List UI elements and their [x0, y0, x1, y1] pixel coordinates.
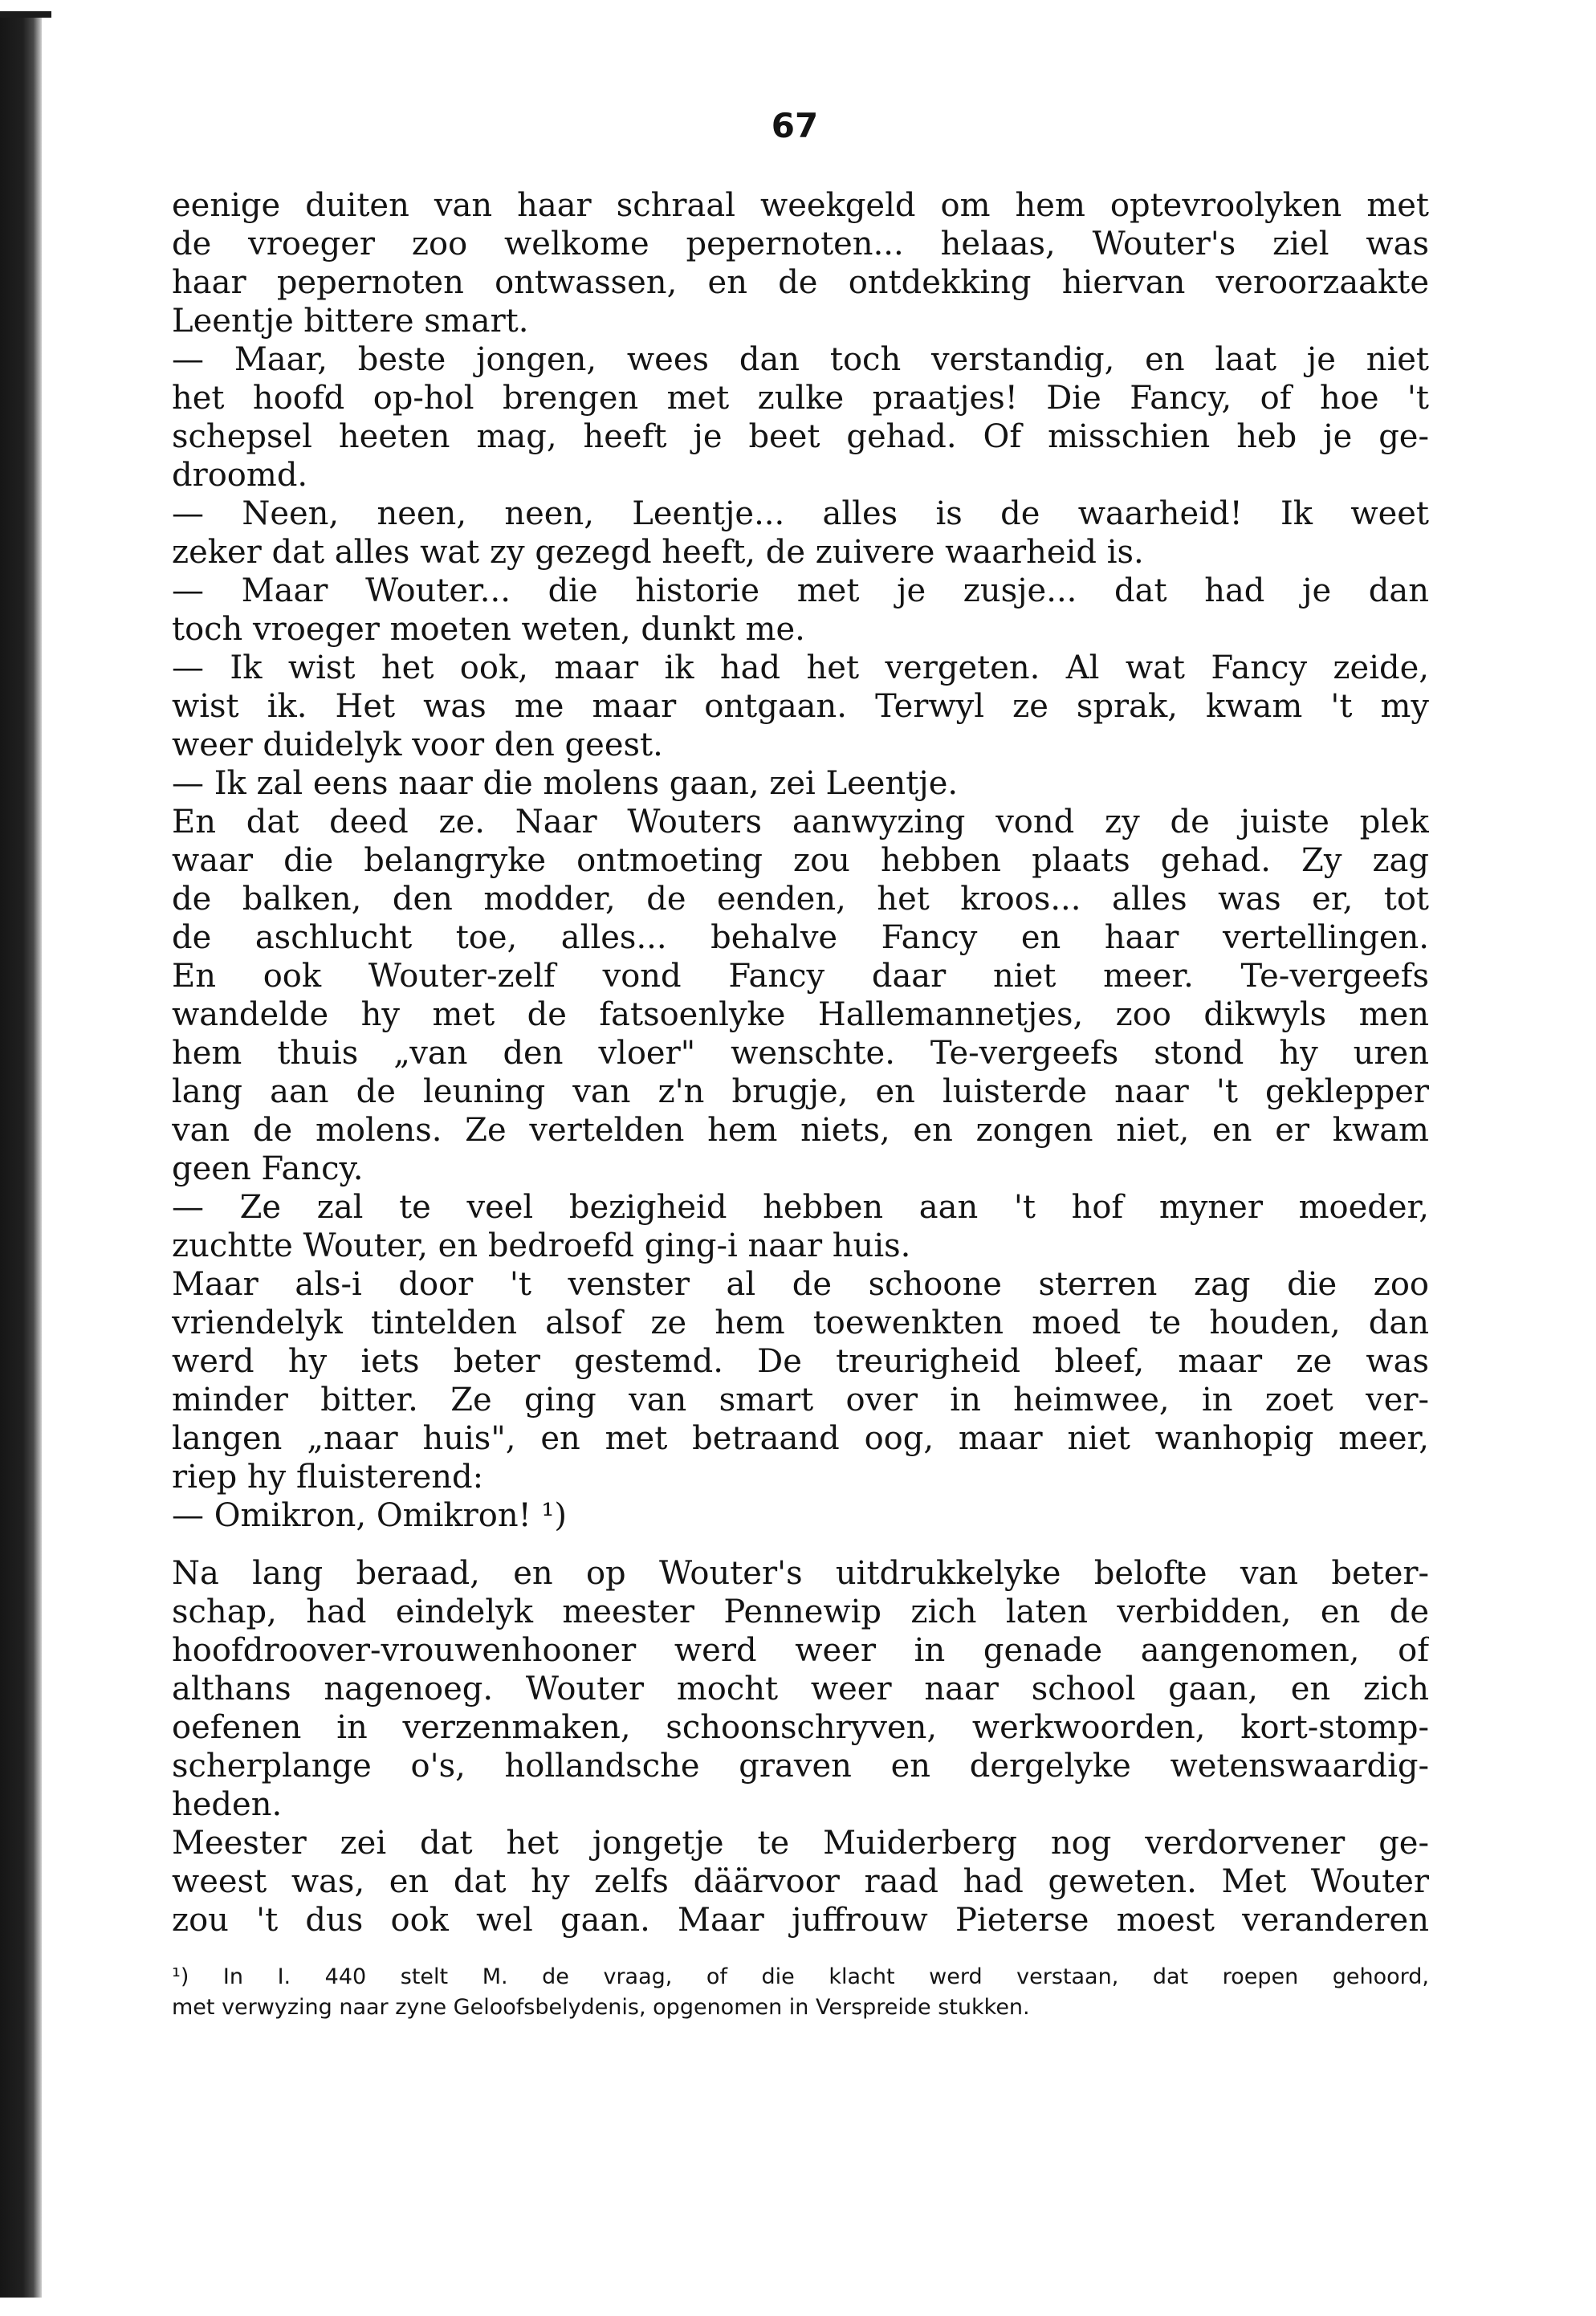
- text-line: En ook Wouter-zelf vond Fancy daar niet meer. Te-vergeefs: [172, 958, 1429, 995]
- text-line: Leentje bittere smart.: [172, 303, 529, 340]
- footnote-line: met verwyzing naar zyne Geloofsbelydenis, opgenomen in Verspreide stukken.: [172, 1995, 1030, 2020]
- text-line: — Maar, beste jongen, wees dan toch verstandig, en laat je niet: [172, 341, 1429, 378]
- text-line: wandelde hy met de fatsoenlyke Hallemannetjes, zoo dikwyls men: [172, 996, 1429, 1033]
- text-line: — Ik wist het ook, maar ik had het vergeten. Al wat Fancy zeide,: [172, 649, 1429, 686]
- text-line: riep hy fluisterend:: [172, 1459, 484, 1496]
- body-text: [172, 186, 1429, 1939]
- text-line: het hoofd op-hol brengen met zulke praatjes! Die Fancy, of hoe 't: [172, 380, 1429, 417]
- text-line: weest was, en dat hy zelfs däärvoor raad had geweten. Met Wouter: [172, 1863, 1429, 1900]
- text-line: droomd.: [172, 457, 308, 494]
- text-line: — Ze zal te veel bezigheid hebben aan 't hof myner moeder,: [172, 1189, 1429, 1226]
- text-line: van de molens. Ze vertelden hem niets, en zongen niet, en er kwam: [172, 1112, 1429, 1149]
- text-line: eenige duiten van haar schraal weekgeld om hem optevroolyken met: [172, 187, 1429, 224]
- book-spine-shadow: [0, 18, 42, 2298]
- text-line: de aschlucht toe, alles... behalve Fancy en haar vertellingen.: [172, 919, 1429, 956]
- text-line: schap, had eindelyk meester Pennewip zich laten verbidden, en de: [172, 1594, 1429, 1630]
- text-line: althans nagenoeg. Wouter mocht weer naar school gaan, en zich: [172, 1671, 1429, 1707]
- text-line: de vroeger zoo welkome pepernoten... helaas, Wouter's ziel was: [172, 226, 1429, 263]
- text-line: heden.: [172, 1786, 283, 1823]
- footnote: [172, 1962, 1429, 2023]
- text-line: geen Fancy.: [172, 1150, 364, 1187]
- text-line: weer duidelyk voor den geest.: [172, 727, 663, 763]
- text-line: Meester zei dat het jongetje te Muiderberg nog verdorvener ge-: [172, 1825, 1429, 1862]
- text-line: langen „naar huis", en met betraand oog, maar niet wanhopig meer,: [172, 1420, 1429, 1457]
- text-line: zou 't dus ook wel gaan. Maar juffrouw Pieterse moest veranderen: [172, 1902, 1429, 1939]
- text-line: hoofdroover-vrouwenhooner werd weer in genade aangenomen, of: [172, 1632, 1429, 1669]
- text-line: Na lang beraad, en op Wouter's uitdrukkelyke belofte van beter-: [172, 1555, 1429, 1592]
- text-line: minder bitter. Ze ging van smart over in heimwee, in zoet ver-: [172, 1382, 1429, 1418]
- text-line: hem thuis „van den vloer" wenschte. Te-vergeefs stond hy uren: [172, 1035, 1429, 1072]
- text-line: de balken, den modder, de eenden, het kroos... alles was er, tot: [172, 881, 1429, 918]
- text-line: scherplange o's, hollandsche graven en dergelyke wetenswaardig-: [172, 1748, 1429, 1785]
- book-spine-top-edge: [0, 11, 51, 18]
- text-line: vriendelyk tintelden alsof ze hem toewenkten moed te houden, dan: [172, 1305, 1429, 1341]
- text-line: haar pepernoten ontwassen, en de ontdekking hiervan veroorzaakte: [172, 264, 1429, 301]
- text-line: zuchtte Wouter, en bedroefd ging-i naar huis.: [172, 1227, 911, 1264]
- text-line: lang aan de leuning van z'n brugje, en luisterde naar 't geklepper: [172, 1073, 1429, 1110]
- text-line: wist ik. Het was me maar ontgaan. Terwyl ze sprak, kwam 't my: [172, 688, 1429, 725]
- text-line: toch vroeger moeten weten, dunkt me.: [172, 611, 805, 648]
- text-line: oefenen in verzenmaken, schoonschryven, werkwoorden, kort-stomp-: [172, 1709, 1429, 1746]
- text-line: — Ik zal eens naar die molens gaan, zei Leentje.: [172, 765, 959, 802]
- text-line: waar die belangryke ontmoeting zou hebben plaats gehad. Zy zag: [172, 842, 1429, 879]
- text-line: — Neen, neen, neen, Leentje... alles is de waarheid! Ik weet: [172, 495, 1429, 532]
- text-line: werd hy iets beter gestemd. De treurigheid bleef, maar ze was: [172, 1343, 1429, 1380]
- text-line: — Maar Wouter... die historie met je zusje... dat had je dan: [172, 572, 1429, 609]
- text-line: zeker dat alles wat zy gezegd heeft, de zuivere waarheid is.: [172, 534, 1144, 571]
- page-number: 67: [771, 106, 819, 145]
- text-line: En dat deed ze. Naar Wouters aanwyzing vond zy de juiste plek: [172, 804, 1429, 841]
- text-line: schepsel heeten mag, heeft je beet gehad. Of misschien heb je ge-: [172, 418, 1429, 455]
- text-line: — Omikron, Omikron! ¹): [172, 1497, 568, 1534]
- text-line: Maar als-i door 't venster al de schoone sterren zag die zoo: [172, 1266, 1429, 1303]
- footnote-line: ¹) In I. 440 stelt M. de vraag, of die klacht werd verstaan, dat roepen gehoord,: [172, 1964, 1429, 1989]
